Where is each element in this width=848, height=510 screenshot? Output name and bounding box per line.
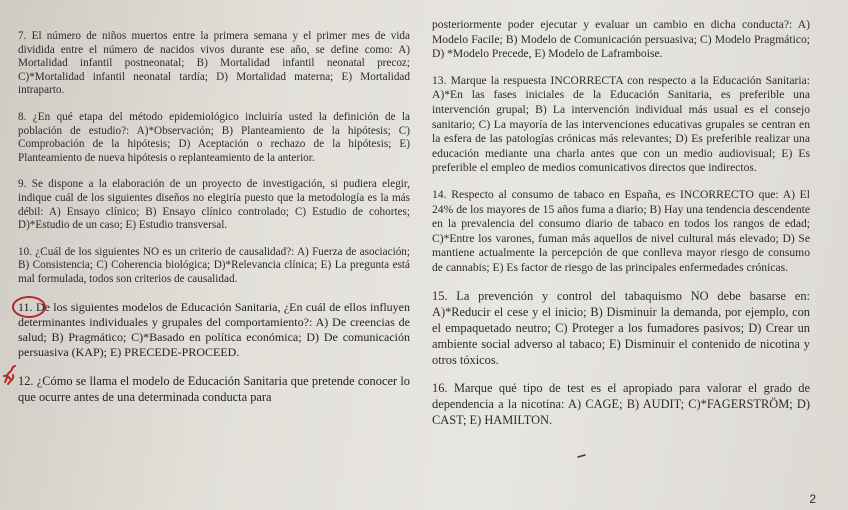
page-number: 2 [809,492,816,506]
question-11 [18,300,410,361]
left-column [18,30,410,418]
red-ink-scribble [2,362,24,386]
question-13: 13. Marque la respuesta INCORRECTA con respecto a la Educación Sanitaria: A)*En las fases iniciales de la Educación Sanitaria, es preferible una intervención grupal; B) La intervención individual más usual es el consejo sanitario; C) La mayoría de las intervenciones educativas grupales se centran en la esfera de las patologías crónicas más relevantes; D) Es preferible realizar una educación mediante una charla antes que con un medio audiovisual; E) Es preferible el empleo de medios comunicativos directos que indirectos. [432,73,810,175]
question-14: 14. Respecto al consumo de tabaco en España, es INCORRECTO que: A) El 24% de los mayores de 15 años fuma a diario; B) Hay una tendencia descendente en la prevalencia del consumo diario de tabaco en todos los rangos de edad; C)*Entre los varones, fuman más aquellos de nivel cultural más elevado; D) Se mantiene actualmente la percepción de que conlleva mayor riesgo de consumo de cannabis; E) Es factor de riesgo de las principales enfermedades crónicas. [432,187,810,274]
right-column [432,18,810,440]
question-9: 9. Se dispone a la elaboración de un proyecto de investigación, si pudiera elegir, indique cuál de los siguientes diseños no elegiría puesto que la metodología es la más débil: A) Ensayo clínico; B) Ensayo clínico controlado; C) Estudio de cohortes; D)*Estudio de un caso; E) Estudio transversal. [18,178,410,232]
question-7: 7. El número de niños muertos entre la primera semana y el primer mes de vida dividida entre el número de nacidos vivos durante ese año, se define como: A) Mortalidad infantil postneonatal; B) Mortalidad infantil neonatal precoz; C)*Mortalidad infantil neonatal tardía; D) Mortalidad materna; E) Mortalidad intraparto. [18,30,410,97]
question-15: 15. La prevención y control del tabaquismo NO debe basarse en: A)*Reducir el cese y el inicio; B) Disminuir la demanda, por ejemplo, con el empaquetado neutro; C) Proteger a los fumadores pasivos; D) Crear un ambiente social adverso al tabaco; E) Disminuir el contenido de nicotina y otros tóxicos. [432,288,810,367]
pen-dot-mark [577,453,587,459]
question-12-continued: posteriormente poder ejecutar y evaluar un cambio en dicha conducta?: A) Modelo Facile; B) Modelo de Comunicación persuasiva; C) Modelo Pragmático; D) *Modelo Precede, E) Modelo de Laframboise. [432,18,810,61]
question-11-text: De los siguientes modelos de Educación Sanitaria, ¿En cuál de ellos influyen determinantes individuales y grupales del comportamiento?: A) De creencias de salud; B) Pragmático; C)*Basado en política económica; D) De comunicación persuasiva (KAP); E) PRECEDE-PROCEED. [18,299,410,360]
question-16: 16. Marque qué tipo de test es el apropiado para valorar el grado de dependencia a la nicotina: A) CAGE; B) AUDIT; C)*FAGERSTRÖM; D) CAST; E) HAMILTON. [432,380,810,427]
handwritten-circle-mark [12,296,46,318]
question-10: 10. ¿Cuál de los siguientes NO es un criterio de causalidad?: A) Fuerza de asociación; B) Consistencia; C) Coherencia biológica; D)*Relevancia clínica; E) La pregunta está mal formulada, todos son criterios de causalidad. [18,245,410,285]
question-12: 12. ¿Cómo se llama el modelo de Educación Sanitaria que pretende conocer lo que ocurre antes de una determinada conducta para [18,374,410,405]
question-8: 8. ¿En qué etapa del método epidemiológico incluiría usted la definición de la población de estudio?: A)*Observación; B) Planteamiento de la hipótesis; C) Comprobación de la hipótesis; D) Aceptación o rechazo de la hipótesis; E) Planteamiento de nueva hipótesis o replanteamiento de la anterior. [18,110,410,164]
circled-question-number: 11. [18,300,33,314]
